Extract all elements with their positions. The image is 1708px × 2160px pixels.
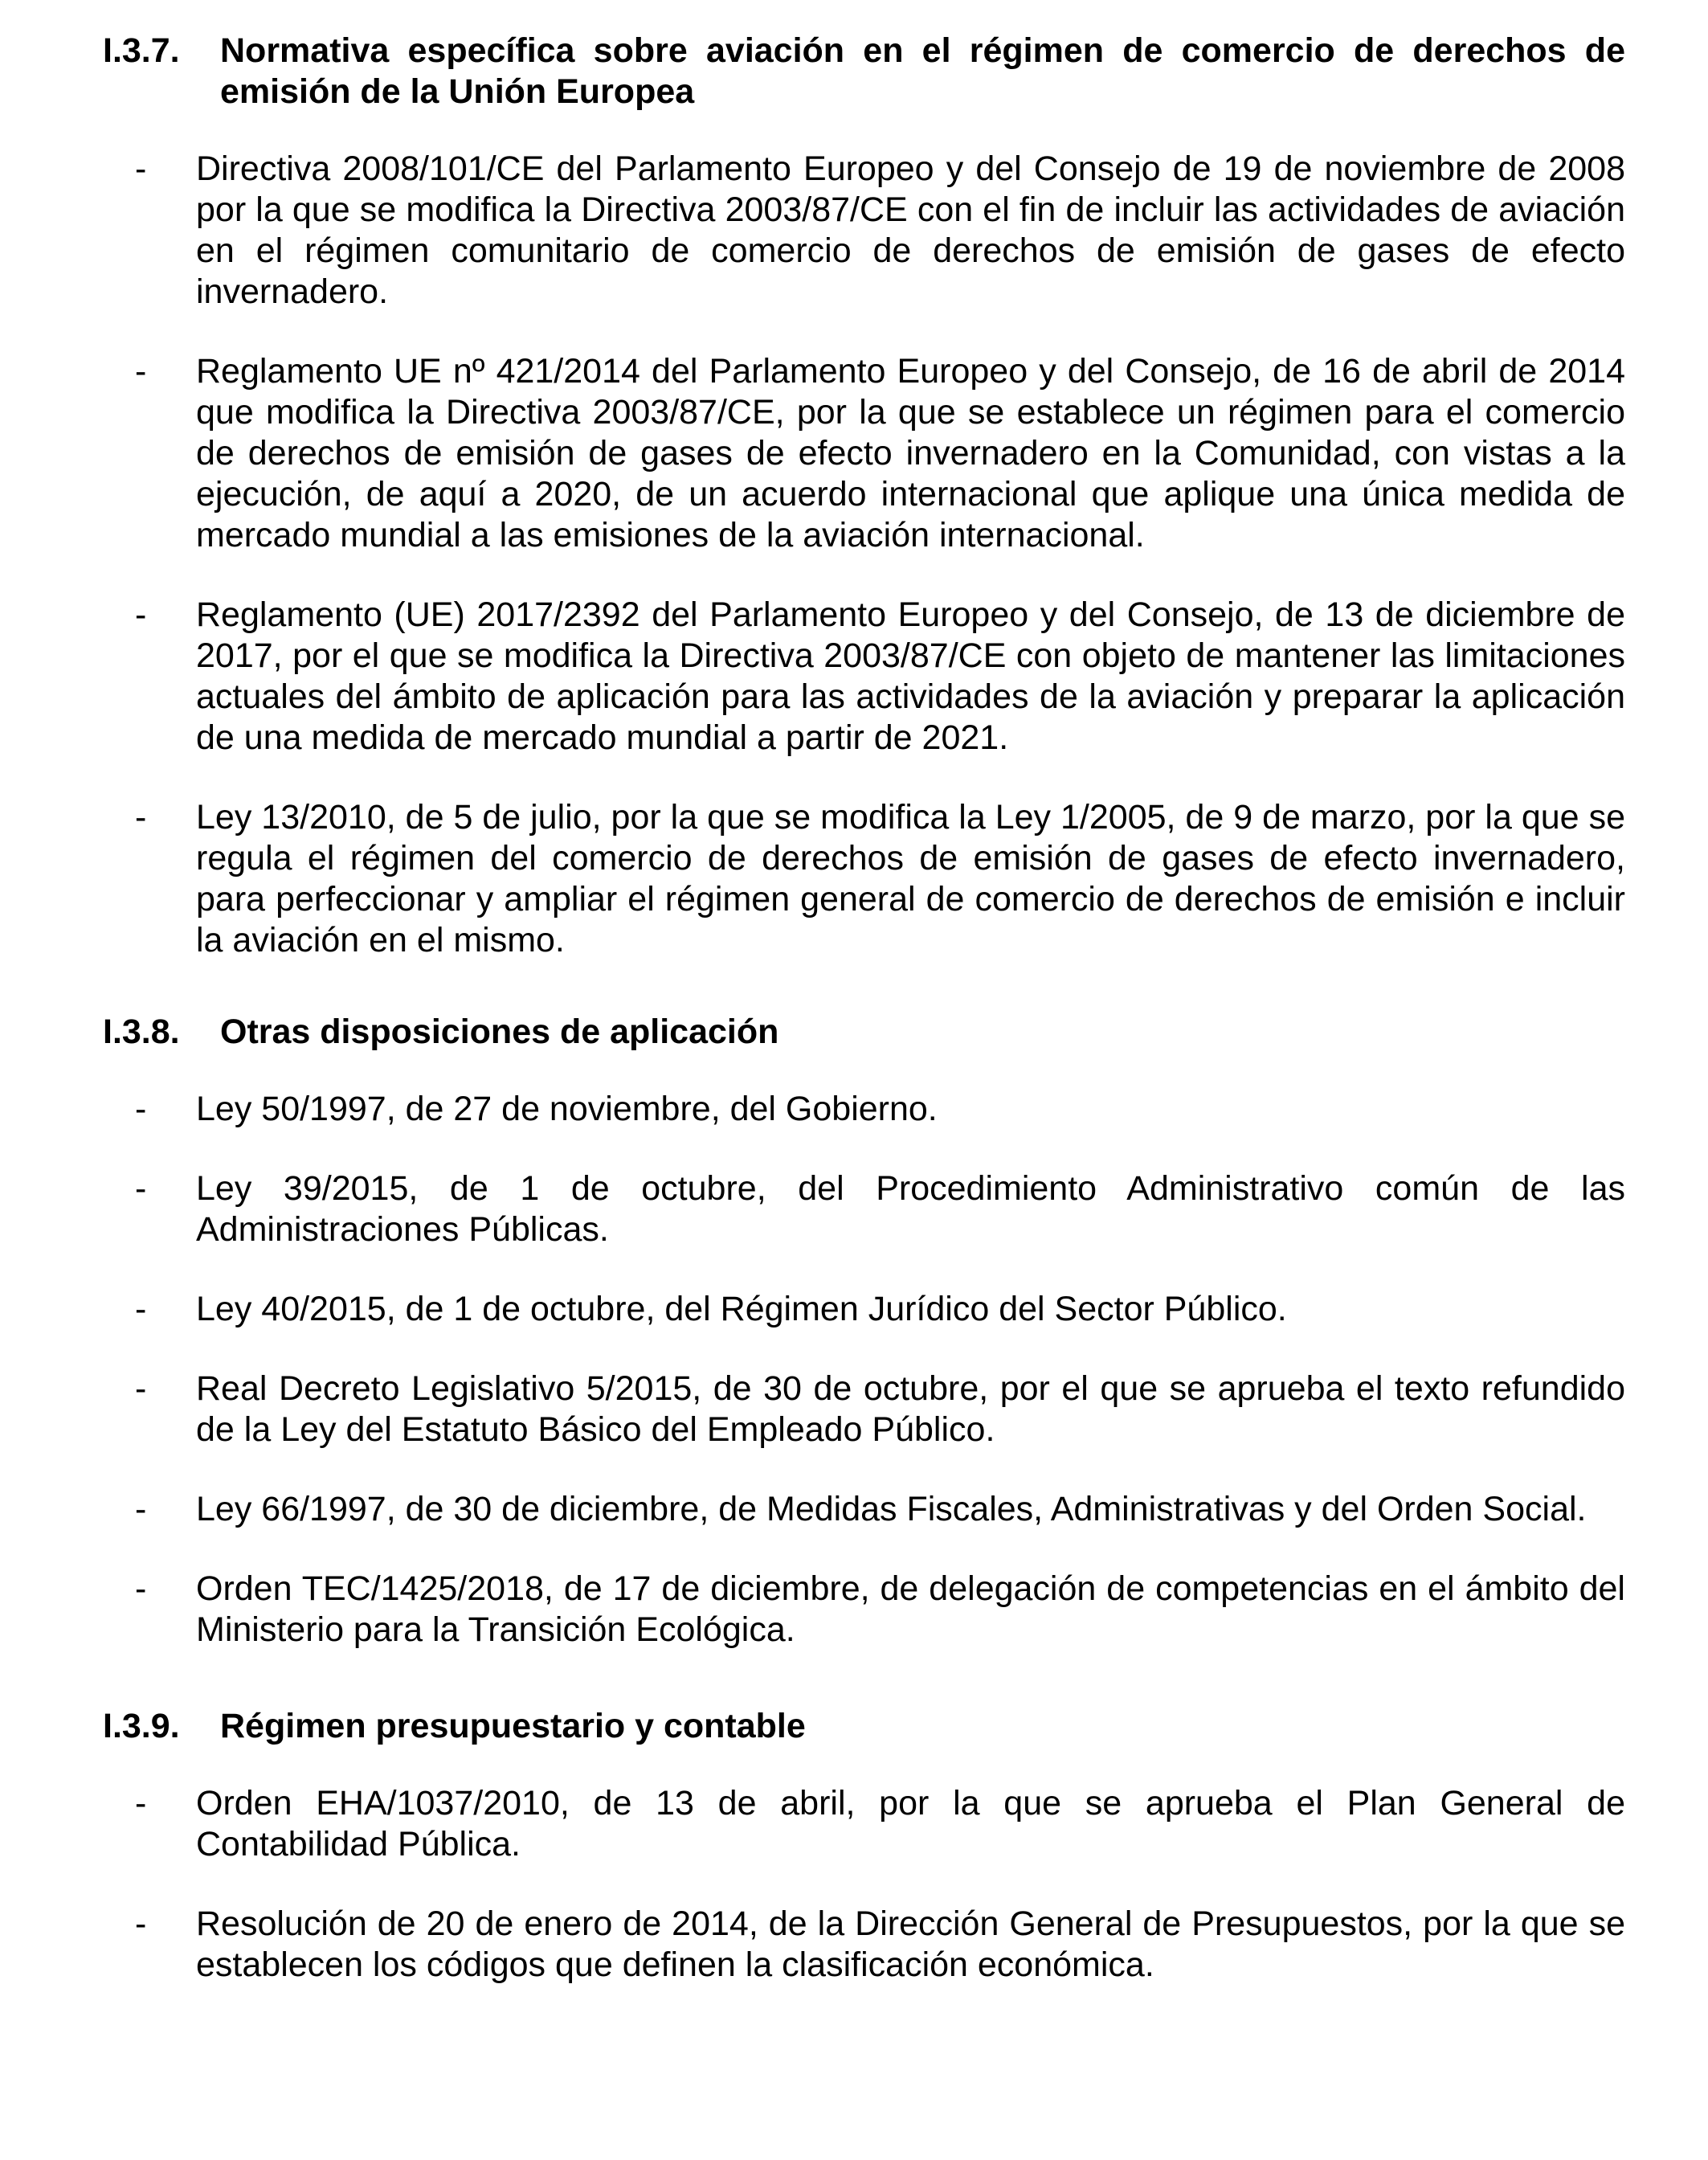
section-i-3-7 bbox=[103, 31, 1625, 1000]
bullet-dash: - bbox=[135, 595, 147, 634]
item-list bbox=[103, 149, 1625, 961]
list-item-text: Reglamento UE nº 421/2014 del Parlamento Europeo y del Consejo, de 16 de abril de 2014 que modifica la Directiva 2003/87/CE, por la que se establece un régimen para el comercio de derechos de emisión de gases de efecto invernadero en la Comunidad, con vistas a la ejecución, de aquí a 2020, de un acuerdo internacional que aplique una única medida de mercado mundial a las emisiones de la aviación internacional. bbox=[196, 352, 1625, 554]
list-item-text: Orden TEC/1425/2018, de 17 de diciembre, de delegación de competencias en el ámbito del Ministerio para la Transición Ecológica. bbox=[196, 1569, 1625, 1649]
list-item bbox=[103, 1783, 1625, 1865]
list-item-text: Ley 40/2015, de 1 de octubre, del Régimen Jurídico del Sector Público. bbox=[196, 1290, 1287, 1328]
list-item bbox=[103, 1368, 1625, 1450]
bullet-dash: - bbox=[135, 1090, 147, 1128]
list-item bbox=[103, 1904, 1625, 1986]
list-item-text: Ley 39/2015, de 1 de octubre, del Procedimiento Administrativo común de las Administraciones Públicas. bbox=[196, 1169, 1625, 1249]
bullet-dash: - bbox=[135, 1369, 147, 1408]
list-item bbox=[103, 1289, 1625, 1330]
list-item bbox=[103, 1489, 1625, 1530]
bullet-dash: - bbox=[135, 149, 147, 188]
list-item-text: Real Decreto Legislativo 5/2015, de 30 de octubre, por el que se aprueba el texto refundido de la Ley del Estatuto Básico del Empleado Público. bbox=[196, 1369, 1625, 1449]
item-list bbox=[103, 1089, 1625, 1651]
list-item-text: Resolución de 20 de enero de 2014, de la Dirección General de Presupuestos, por la que se establecen los códigos que definen la clasificación económica. bbox=[196, 1904, 1625, 1984]
section-number: I.3.7. bbox=[103, 31, 180, 70]
list-item-text: Orden EHA/1037/2010, de 13 de abril, por la que se aprueba el Plan General de Contabilidad Pública. bbox=[196, 1784, 1625, 1863]
section-i-3-8 bbox=[103, 1012, 1625, 1689]
section-title: Régimen presupuestario y contable bbox=[220, 1707, 806, 1745]
list-item bbox=[103, 595, 1625, 759]
section-title: Otras disposiciones de aplicación bbox=[220, 1012, 779, 1051]
list-item-text: Directiva 2008/101/CE del Parlamento Europeo y del Consejo de 19 de noviembre de 2008 por la que se modifica la Directiva 2003/87/CE con el fin de incluir las actividades de aviación en el régimen comunitario de comercio de derechos de emisión de gases de efecto invernadero. bbox=[196, 149, 1625, 311]
list-item bbox=[103, 1168, 1625, 1250]
item-list bbox=[103, 1783, 1625, 1986]
bullet-dash: - bbox=[135, 352, 147, 391]
bullet-dash: - bbox=[135, 1290, 147, 1328]
section-heading bbox=[103, 1012, 1625, 1053]
list-item bbox=[103, 1089, 1625, 1130]
bullet-dash: - bbox=[135, 1904, 147, 1943]
list-item bbox=[103, 351, 1625, 556]
bullet-dash: - bbox=[135, 1784, 147, 1822]
section-i-3-9 bbox=[103, 1706, 1625, 2024]
list-item-text: Ley 50/1997, de 27 de noviembre, del Gobierno. bbox=[196, 1090, 938, 1128]
section-number: I.3.8. bbox=[103, 1012, 180, 1051]
section-number: I.3.9. bbox=[103, 1707, 180, 1745]
section-heading bbox=[103, 31, 1625, 112]
section-heading bbox=[103, 1706, 1625, 1747]
list-item-text: Reglamento (UE) 2017/2392 del Parlamento Europeo y del Consejo, de 13 de diciembre de 2017, por el que se modifica la Directiva 2003/87/CE con objeto de mantener las limitaciones actuales del ámbito de aplicación para las actividades de la aviación y preparar la aplicación de una medida de mercado mundial a partir de 2021. bbox=[196, 595, 1625, 757]
bullet-dash: - bbox=[135, 1169, 147, 1208]
list-item bbox=[103, 149, 1625, 313]
bullet-dash: - bbox=[135, 1569, 147, 1608]
list-item-text: Ley 13/2010, de 5 de julio, por la que se modifica la Ley 1/2005, de 9 de marzo, por la que se regula el régimen del comercio de derechos de emisión de gases de efecto invernadero, para perfeccionar y ampliar el régimen general de comercio de derechos de emisión e incluir la aviación en el mismo. bbox=[196, 798, 1625, 959]
section-title: Normativa específica sobre aviación en el régimen de comercio de derechos de emisión de la Unión Europea bbox=[220, 31, 1625, 111]
list-item bbox=[103, 797, 1625, 961]
bullet-dash: - bbox=[135, 1490, 147, 1528]
bullet-dash: - bbox=[135, 798, 147, 837]
list-item-text: Ley 66/1997, de 30 de diciembre, de Medidas Fiscales, Administrativas y del Orden Social. bbox=[196, 1490, 1587, 1528]
list-item bbox=[103, 1569, 1625, 1651]
